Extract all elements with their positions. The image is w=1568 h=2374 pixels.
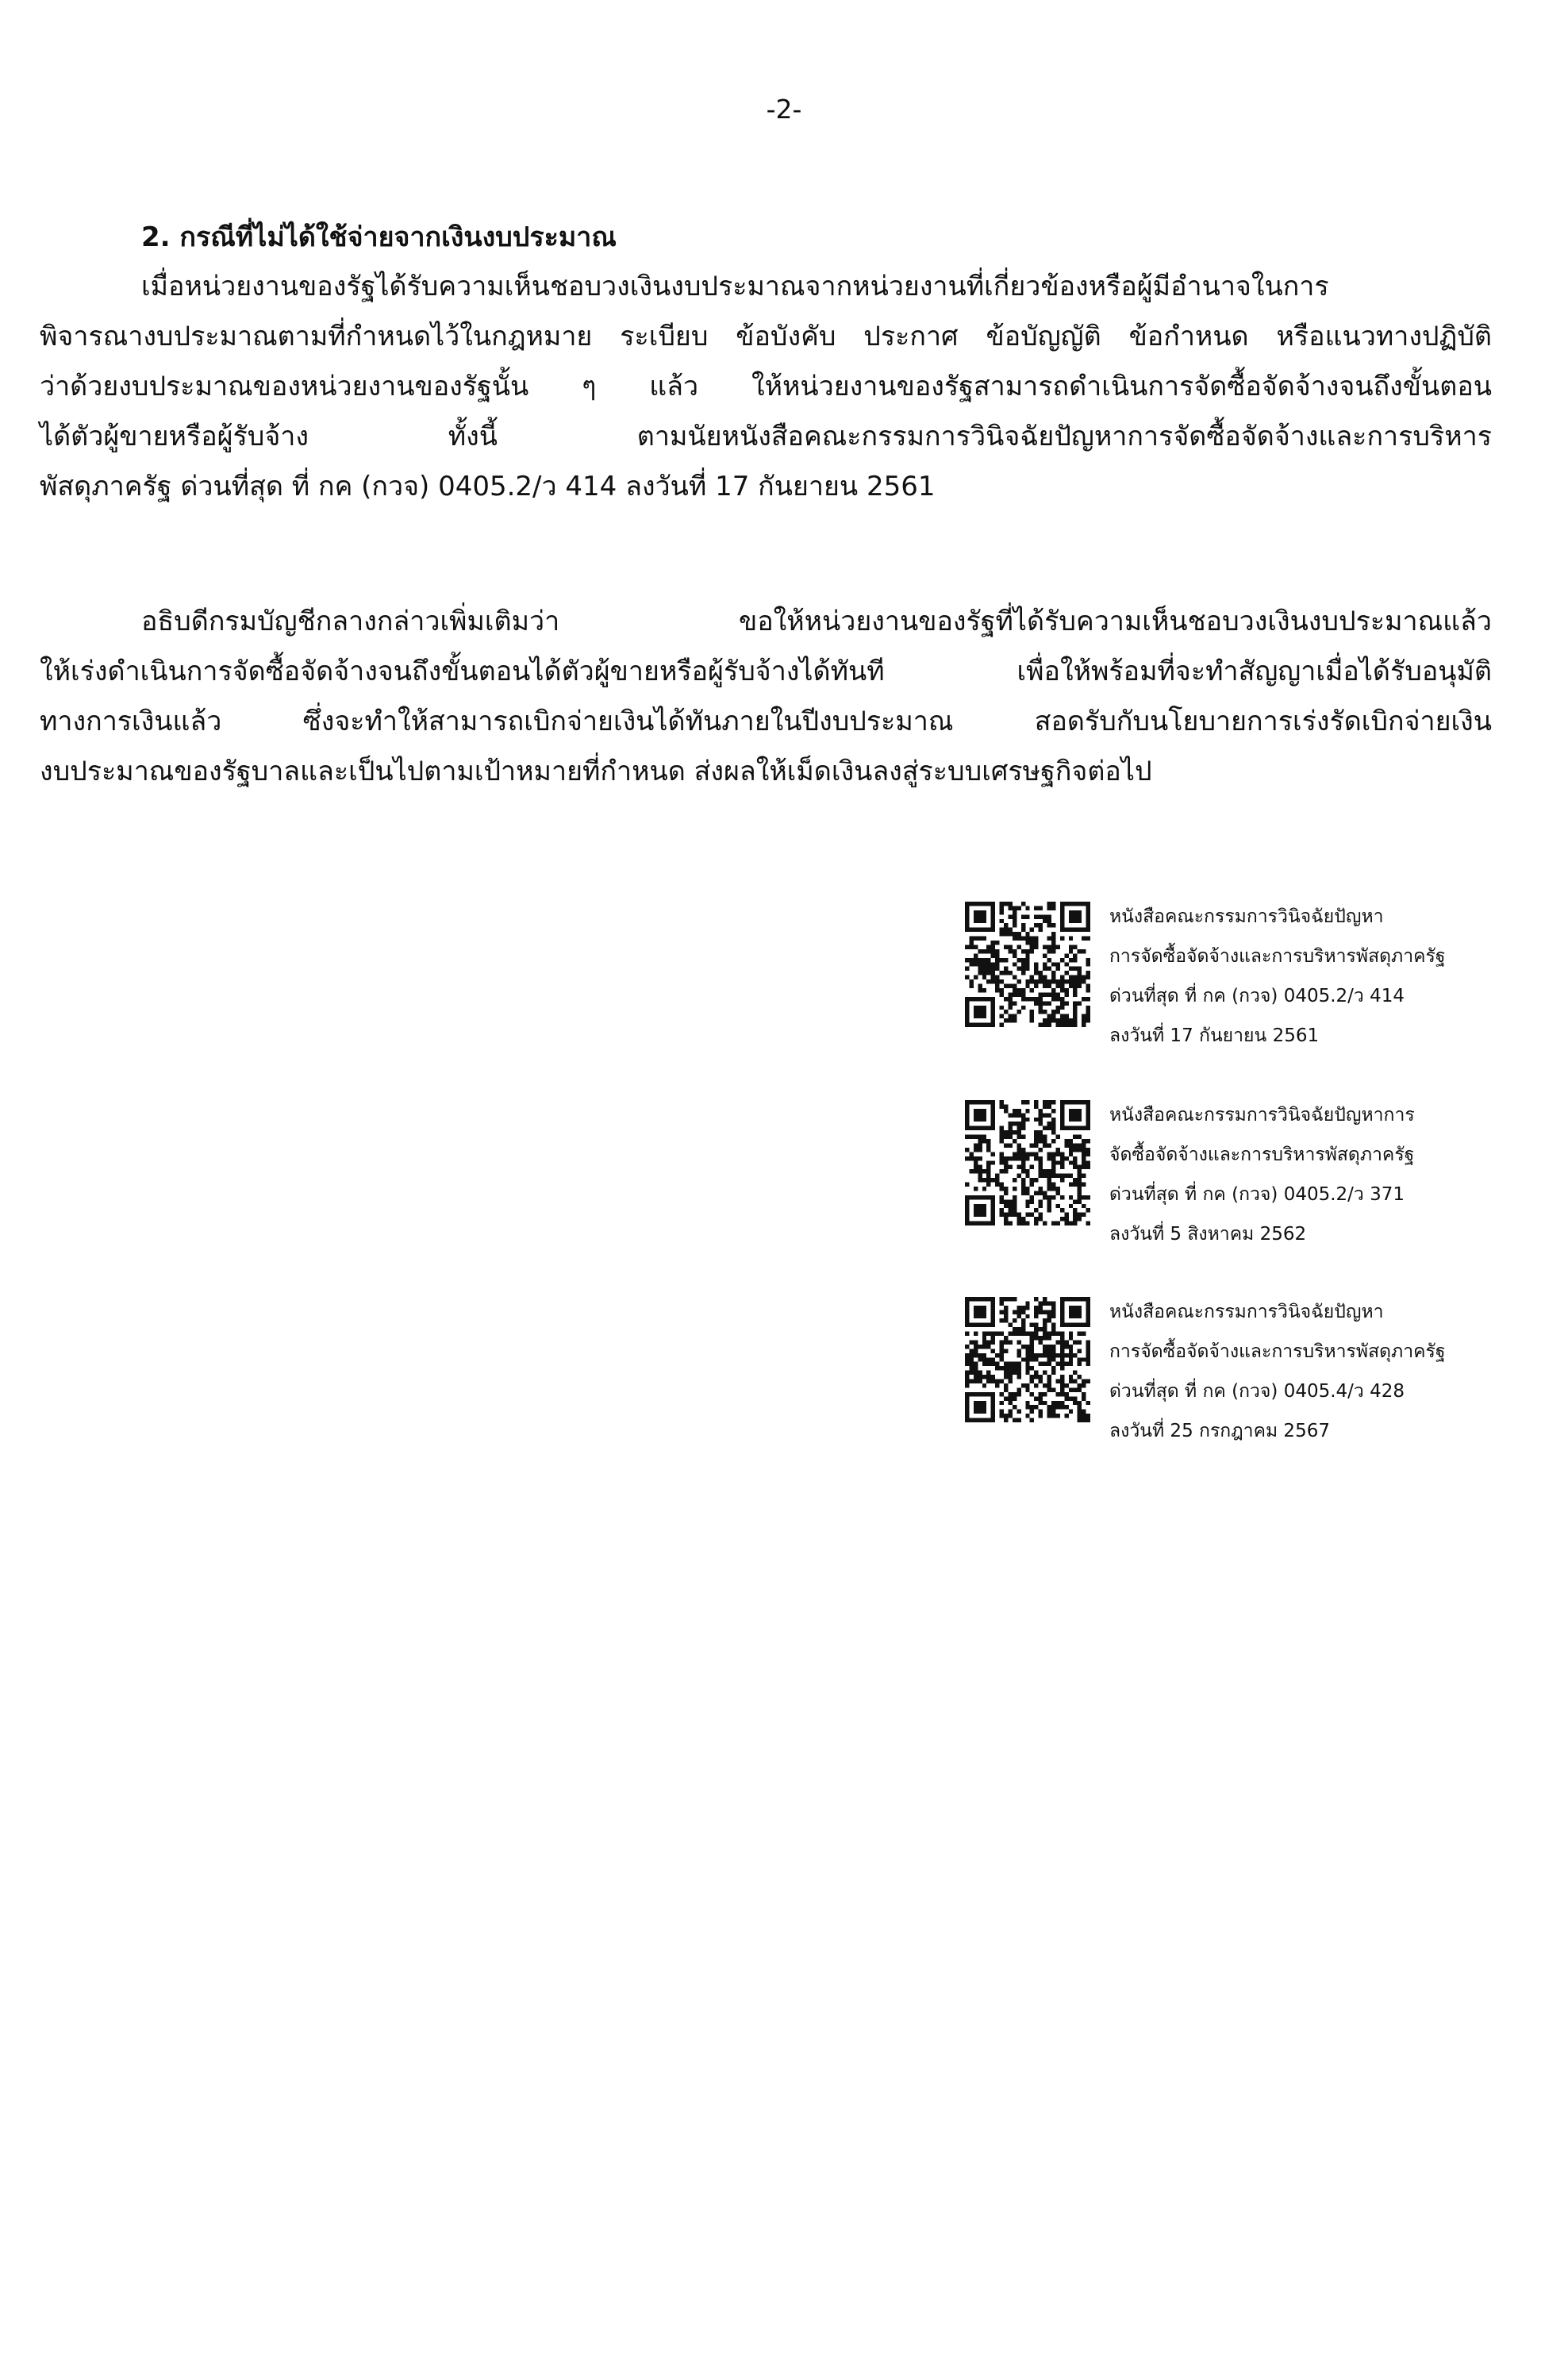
reference-line: หนังสือคณะกรรมการวินิจฉัยปัญหา [1109,1302,1384,1322]
section-heading: 2. กรณีที่ไม่ได้ใช้จ่ายจากเงินงบประมาณ [141,221,617,253]
paragraph-2-line: งบประมาณของรัฐบาลและเป็นไปตามเป้าหมายที่กำหนด ส่งผลให้เม็ดเงินลงสู่ระบบเศรษฐกิจต่อไป [40,756,1152,787]
paragraph-1-line: พิจารณางบประมาณตามที่กำหนดไว้ในกฎหมาย ระเบียบ ข้อบังคับ ประกาศ ข้อบัญญัติ ข้อกำหนด หรือแนวทางปฏิบัติ [40,321,1492,352]
page-number: -2- [766,94,802,125]
paragraph-2 [40,597,1492,797]
qr-code-icon[interactable] [965,1100,1090,1225]
reference-line: หนังสือคณะกรรมการวินิจฉัยปัญหาการ [1109,1105,1415,1125]
reference-line: การจัดซื้อจัดจ้างและการบริหารพัสดุภาครัฐ [1109,1341,1446,1362]
paragraph-1-line: พัสดุภาครัฐ ด่วนที่สุด ที่ กค (กวจ) 0405.2/ว 414 ลงวันที่ 17 กันยายน 2561 [40,471,936,502]
paragraph-2-line: ให้เร่งดำเนินการจัดซื้อจัดจ้างจนถึงขั้นตอนได้ตัวผู้ขายหรือผู้รับจ้างได้ทันที เพื่อให้พร้อมที่จะทำสัญญาเมื่อได้รับอนุมัติ [40,656,1492,687]
qr-code-icon[interactable] [965,902,1090,1027]
qr-code-icon[interactable] [965,1297,1090,1422]
reference-item [965,1292,1536,1441]
paragraph-1-line: เมื่อหน่วยงานของรัฐได้รับความเห็นชอบวงเงินงบประมาณจากหน่วยงานที่เกี่ยวข้องหรือผู้มีอำนาจในการ [141,271,1329,302]
paragraph-1 [40,262,1492,512]
reference-line: ลงวันที่ 25 กรกฎาคม 2567 [1109,1421,1330,1441]
reference-text [1109,1292,1446,1451]
reference-item [965,1095,1536,1245]
reference-text [1109,897,1446,1056]
reference-line: ลงวันที่ 5 สิงหาคม 2562 [1109,1224,1307,1245]
reference-line: จัดซื้อจัดจ้างและการบริหารพัสดุภาครัฐ [1109,1145,1415,1165]
reference-line: ด่วนที่สุด ที่ กค (กวจ) 0405.2/ว 414 [1109,986,1405,1006]
paragraph-2-line: อธิบดีกรมบัญชีกลางกล่าวเพิ่มเติมว่า ขอให้หน่วยงานของรัฐที่ได้รับความเห็นชอบวงเงินงบประมาณแล้ว [141,606,1492,637]
paragraph-2-line: ทางการเงินแล้ว ซึ่งจะทำให้สามารถเบิกจ่ายเงินได้ทันภายในปีงบประมาณ สอดรับกับนโยบายการเร่งรัดเบิกจ่ายเงิน [40,706,1492,737]
reference-text [1109,1095,1415,1254]
reference-line: ลงวันที่ 17 กันยายน 2561 [1109,1025,1320,1046]
reference-line: การจัดซื้อจัดจ้างและการบริหารพัสดุภาครัฐ [1109,946,1446,967]
reference-line: ด่วนที่สุด ที่ กค (กวจ) 0405.2/ว 371 [1109,1184,1405,1205]
reference-line: หนังสือคณะกรรมการวินิจฉัยปัญหา [1109,906,1384,927]
reference-item [965,897,1536,1046]
paragraph-1-line: ว่าด้วยงบประมาณของหน่วยงานของรัฐนั้น ๆ แล้ว ให้หน่วยงานของรัฐสามารถดำเนินการจัดซื้อจัดจ้างจนถึงขั้นตอน [40,371,1492,402]
paragraph-1-line: ได้ตัวผู้ขายหรือผู้รับจ้าง ทั้งนี้ ตามนัยหนังสือคณะกรรมการวินิจฉัยปัญหาการจัดซื้อจัดจ้างและการบริหาร [40,421,1492,452]
reference-line: ด่วนที่สุด ที่ กค (กวจ) 0405.4/ว 428 [1109,1381,1405,1402]
